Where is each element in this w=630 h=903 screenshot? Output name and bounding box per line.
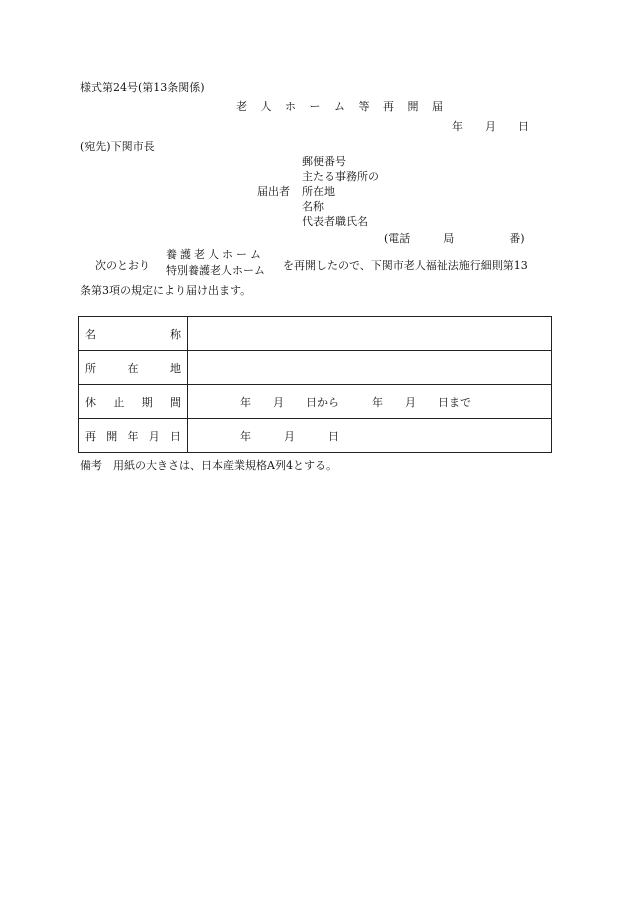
date-line: 年 月 日 [452,120,529,133]
remarks: 備考 用紙の大きさは、日本産業規格A列4とする。 [80,459,337,472]
name-value-field[interactable] [188,317,552,351]
table-row [79,385,552,419]
facility-type-1: 養護老人ホーム [166,248,264,261]
applicant-label: 届出者 [257,185,290,198]
table-row [79,419,552,453]
name-label: 名称 [302,200,324,213]
phone-line: (電話 局 番) [384,232,525,245]
body-line-2: 条第3項の規定により届け出ます。 [80,284,252,297]
row-label: 所在地 [79,351,188,385]
office-location-prefix: 主たる事務所の [302,170,379,183]
postal-code-label: 郵便番号 [302,155,346,168]
info-table [78,316,552,453]
table-row [79,351,552,385]
body-prefix: 次のとおり [95,259,150,272]
reopening-date-field[interactable]: 年 月 日 [188,419,552,453]
form-title: 老 人 ホ ー ム 等 再 開 届 [236,100,448,113]
suspension-period-field[interactable]: 年 月 日から 年 月 日まで [188,385,552,419]
row-label: 再開年月日 [79,419,188,453]
location-value-field[interactable] [188,351,552,385]
location-label: 所在地 [302,185,335,198]
facility-type-2: 特別養護老人ホーム [166,264,265,277]
form-number: 様式第24号(第13条関係) [80,81,205,94]
row-label: 名称 [79,317,188,351]
row-label: 休止期間 [79,385,188,419]
body-suffix: を再開したので、下関市老人福祉法施行細則第13 [283,259,528,272]
table-row [79,317,552,351]
addressee: (宛先)下関市長 [80,140,155,153]
representative-label: 代表者職氏名 [302,215,368,228]
